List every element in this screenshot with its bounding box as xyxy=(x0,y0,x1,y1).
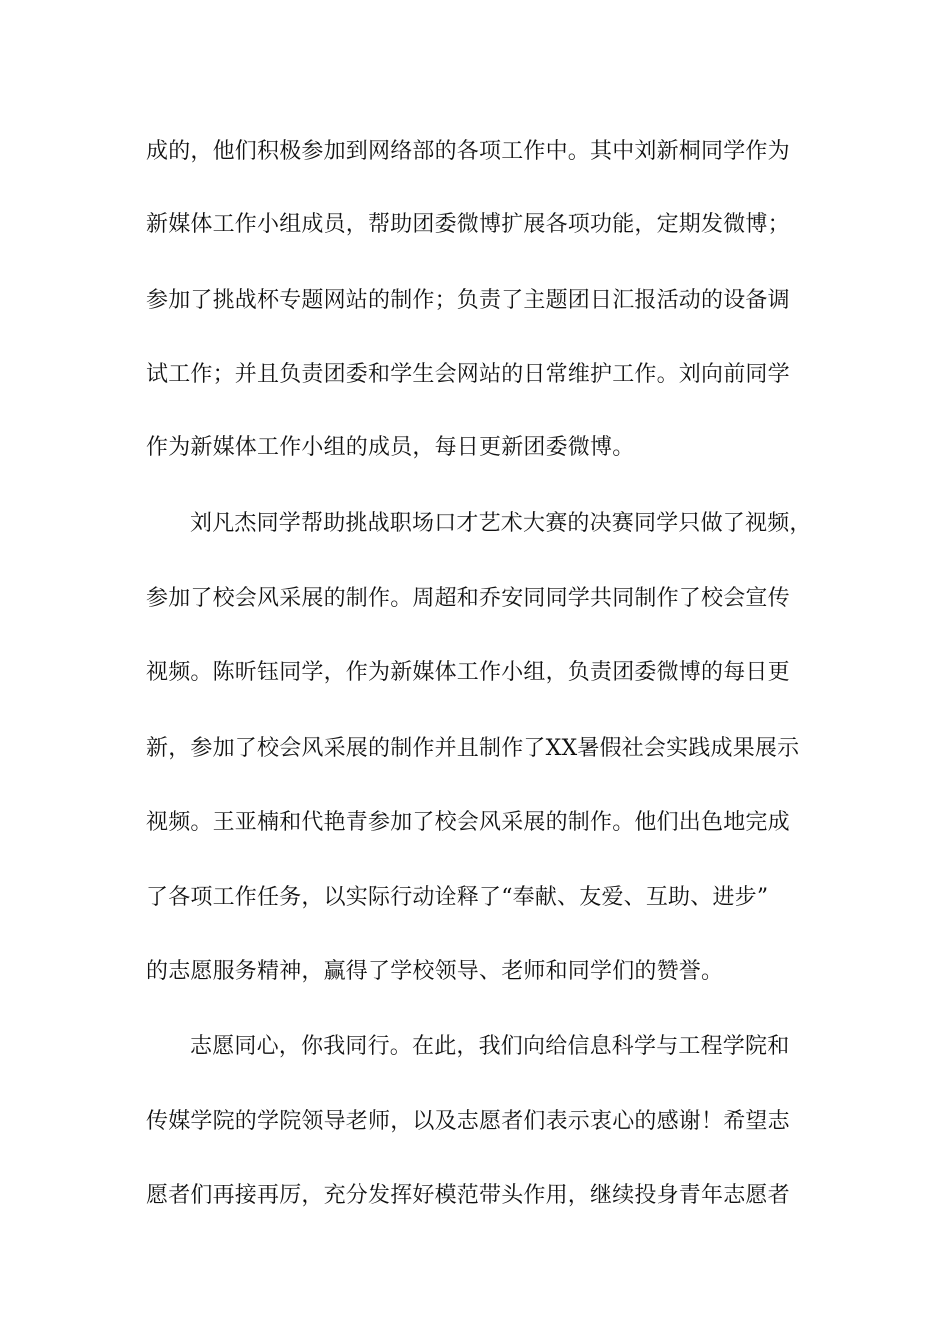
text-line: 参加了挑战杯专题网站的制作；负责了主题团日汇报活动的设备调 xyxy=(146,288,790,313)
text-line: 成的，他们积极参加到网络部的各项工作中。其中刘新桐同学作为 xyxy=(146,139,790,164)
paragraph-first-line: 志愿同心，你我同行。在此，我们向给信息科学与工程学院和 xyxy=(190,1034,790,1059)
text-line: 视频。陈昕钰同学，作为新媒体工作小组，负责团委微博的每日更 xyxy=(146,660,790,685)
text-line: 新媒体工作小组成员，帮助团委微博扩展各项功能，定期发微博； xyxy=(146,212,790,237)
text-line: 作为新媒体工作小组的成员，每日更新团委微博。 xyxy=(146,435,635,460)
text-line: 的志愿服务精神，赢得了学校领导、老师和同学们的赞誉。 xyxy=(146,959,724,984)
text-line: 了各项工作任务，以实际行动诠释了“奉献、友爱、互助、进步” xyxy=(146,885,769,910)
text-line: 视频。王亚楠和代艳青参加了校会风采展的制作。他们出色地完成 xyxy=(146,810,790,835)
text-line: 试工作；并且负责团委和学生会网站的日常维护工作。刘向前同学 xyxy=(146,362,790,387)
paragraph-first-line: 刘凡杰同学帮助挑战职场口才艺术大赛的决赛同学只做了视频， xyxy=(190,511,812,536)
text-line: 新，参加了校会风采展的制作并且制作了XX暑假社会实践成果展示 xyxy=(146,736,800,761)
text-line: 愿者们再接再厉，充分发挥好模范带头作用，继续投身青年志愿者 xyxy=(146,1183,790,1208)
text-line: 传媒学院的学院领导老师，以及志愿者们表示衷心的感谢！希望志 xyxy=(146,1109,790,1134)
text-line: 参加了校会风采展的制作。周超和乔安同同学共同制作了校会宣传 xyxy=(146,586,790,611)
